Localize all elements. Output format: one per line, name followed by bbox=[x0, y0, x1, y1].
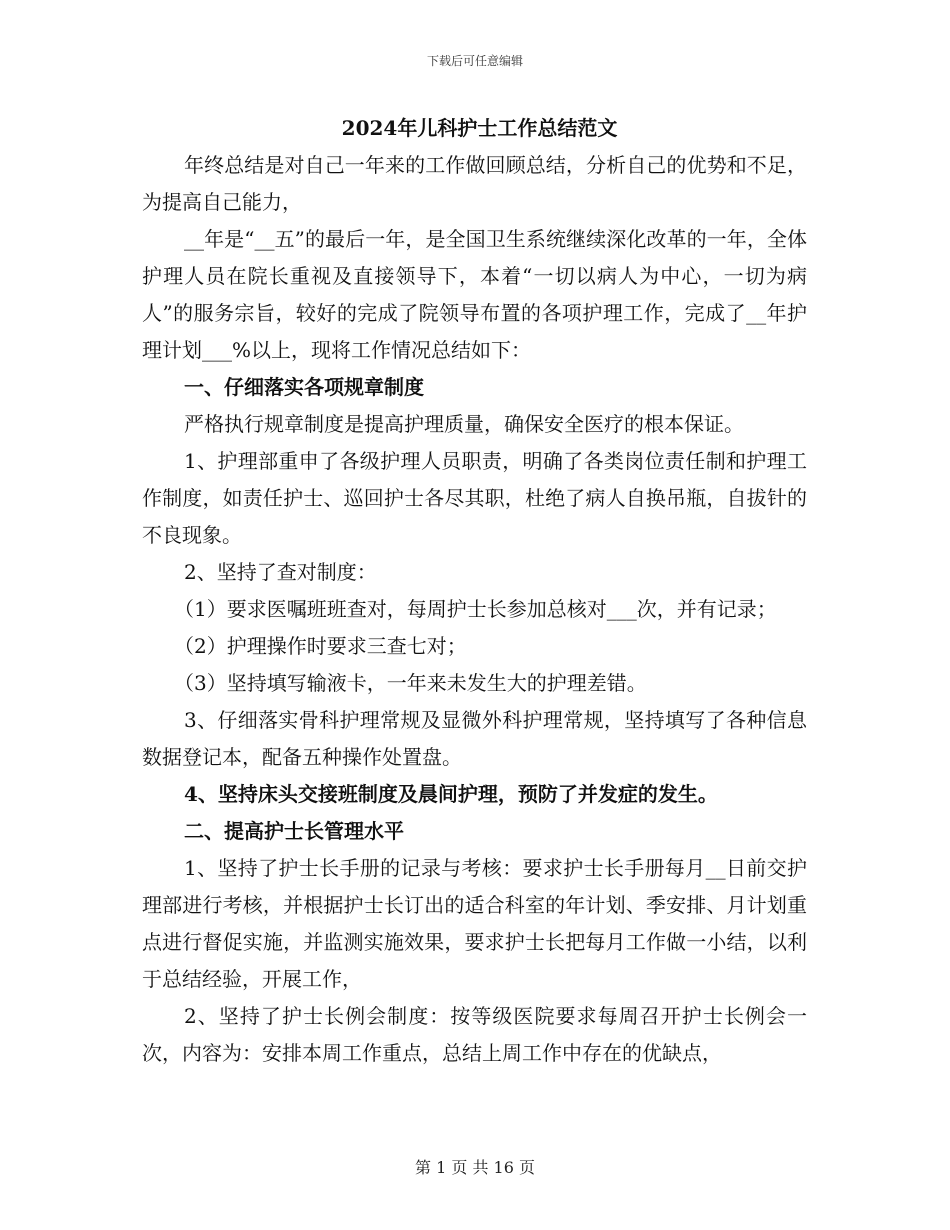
sub-list-item: （2）护理操作时要求三查七对； bbox=[174, 634, 467, 658]
section-heading-1: 一、仔细落实各项规章制度 bbox=[184, 375, 424, 399]
list-item: 1、坚持了护士长手册的记录与考核：要求护士长手册每月__日前交护理部进行考核，并根据护士长订出的适合科室的年计划、季安排、月计划重点进行督促实施，并监测实施效果，要求护士长把每月工作做一小结，以利于总结经验，开展工作， bbox=[142, 856, 807, 991]
sub-list-item: （1）要求医嘱班班查对，每周护士长参加总核对___次，并有记录； bbox=[174, 597, 777, 621]
list-item: 3、仔细落实骨科护理常规及显微外科护理常规，坚持填写了各种信息数据登记本，配备五种操作处置盘。 bbox=[142, 708, 807, 769]
paragraph: 严格执行规章制度是提高护理质量，确保安全医疗的根本保证。 bbox=[184, 412, 744, 436]
document-title: 2024年儿科护士工作总结范文 bbox=[341, 116, 618, 140]
page-header-note: 下载后可任意编辑 bbox=[426, 54, 523, 68]
sub-list-item: （3）坚持填写输液卡，一年来未发生大的护理差错。 bbox=[174, 671, 647, 695]
list-item-bold: 4、坚持床头交接班制度及晨间护理，预防了并发症的发生。 bbox=[184, 782, 718, 806]
list-item: 1、护理部重申了各级护理人员职责，明确了各类岗位责任制和护理工作制度，如责任护士、巡回护士各尽其职，杜绝了病人自换吊瓶，自拔针的不良现象。 bbox=[142, 449, 807, 547]
paragraph-intro: 年终总结是对自己一年来的工作做回顾总结，分析自己的优势和不足，为提高自己能力， bbox=[142, 153, 807, 214]
list-item: 2、坚持了护士长例会制度：按等级医院要求每周召开护士长例会一次，内容为：安排本周工作重点，总结上周工作中存在的优缺点， bbox=[142, 1004, 807, 1065]
page-number-footer: 第 1 页 共 16 页 bbox=[415, 1158, 535, 1177]
section-heading-2: 二、提高护士长管理水平 bbox=[184, 819, 404, 843]
document-body bbox=[142, 110, 807, 1072]
list-item: 2、坚持了查对制度： bbox=[184, 560, 377, 584]
paragraph-overview: __年是“__五”的最后一年，是全国卫生系统继续深化改革的一年，全体护理人员在院长重视及直接领导下，本着“一切以病人为中心，一切为病人”的服务宗旨，较好的完成了院领导布置的各项护理工作，完成了__年护理计划___%以上，现将工作情况总结如下： bbox=[142, 227, 807, 362]
